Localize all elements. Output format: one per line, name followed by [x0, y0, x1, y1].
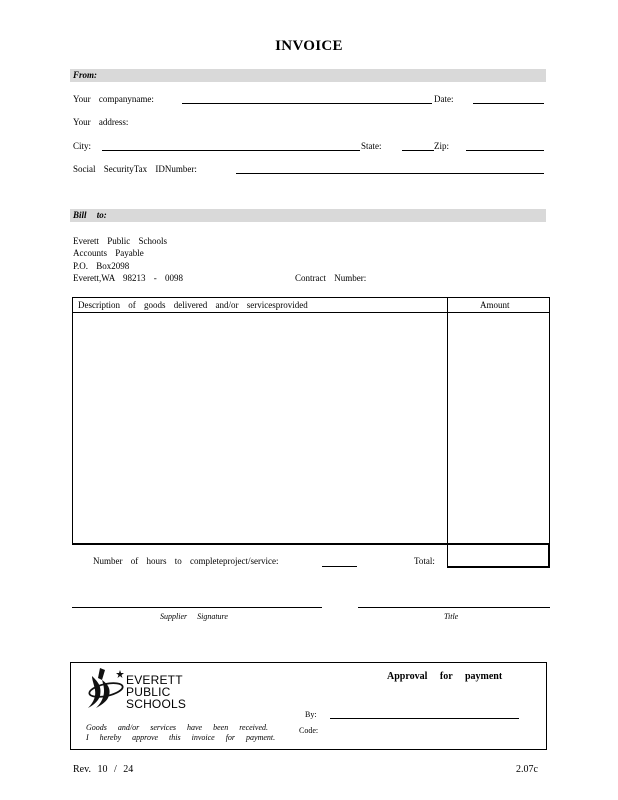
- table-column-divider: [447, 297, 448, 567]
- zip-field[interactable]: [466, 150, 544, 151]
- title-label: Title: [444, 612, 459, 621]
- contract-number-label: Contract Number:: [295, 273, 367, 283]
- date-field[interactable]: [473, 103, 544, 104]
- date-label: Date:: [434, 94, 454, 104]
- total-box-bottom: [447, 566, 550, 568]
- bill-to-heading: Bill to:: [73, 210, 107, 220]
- hours-label: Number of hours to completeproject/service:: [93, 556, 279, 566]
- state-label: State:: [361, 141, 382, 151]
- code-label: Code:: [299, 726, 319, 735]
- everett-logo-mark: [86, 666, 126, 710]
- amount-column-header: Amount: [480, 300, 510, 310]
- title-field[interactable]: [358, 607, 550, 608]
- supplier-signature-field[interactable]: [72, 607, 322, 608]
- company-name-field[interactable]: [182, 103, 432, 104]
- from-section-bar: [70, 69, 546, 82]
- goods-received-text: Goods and/or services have been received.: [86, 723, 268, 732]
- address-label: Your address:: [73, 117, 129, 127]
- tax-id-label: Social SecurityTax IDNumber:: [73, 164, 197, 174]
- state-field[interactable]: [402, 150, 434, 151]
- approve-invoice-text: I hereby approve this invoice for payment.: [86, 733, 276, 742]
- bill-to-line-2: Accounts Payable: [73, 248, 144, 258]
- description-cell[interactable]: [74, 314, 446, 542]
- revision-label: Rev. 10 / 24: [73, 764, 134, 775]
- by-field[interactable]: [330, 718, 519, 719]
- hours-field[interactable]: [322, 566, 357, 567]
- city-field[interactable]: [102, 150, 360, 151]
- logo-text-line-3: SCHOOLS: [126, 697, 187, 711]
- amount-cell[interactable]: [449, 314, 547, 542]
- by-label: By:: [305, 710, 317, 719]
- city-label: City:: [73, 141, 92, 151]
- logo-text-line-2: PUBLIC: [126, 685, 171, 699]
- from-heading: From:: [73, 70, 98, 80]
- total-field[interactable]: [449, 545, 547, 565]
- logo-wordmark: [126, 674, 186, 710]
- table-header-divider: [72, 312, 550, 313]
- zip-label: Zip:: [434, 141, 449, 151]
- description-column-header: Description of goods delivered and/or servicesprovided: [78, 300, 308, 310]
- bill-to-section-bar: [70, 209, 546, 222]
- logo-text-line-1: EVERETT: [126, 673, 183, 687]
- company-name-label: Your companyname:: [73, 94, 154, 104]
- document-title: INVOICE: [275, 38, 343, 54]
- total-box-right: [548, 544, 550, 568]
- approval-heading: Approval for payment: [387, 671, 503, 682]
- tax-id-field[interactable]: [236, 173, 544, 174]
- form-number: 2.07c: [516, 764, 538, 775]
- bill-to-line-1: Everett Public Schools: [73, 236, 167, 246]
- supplier-signature-label: Supplier Signature: [160, 612, 228, 621]
- bill-to-line-4: Everett,WA 98213 - 0098: [73, 273, 183, 283]
- bill-to-line-3: P.O. Box2098: [73, 261, 130, 271]
- total-label: Total:: [414, 556, 435, 566]
